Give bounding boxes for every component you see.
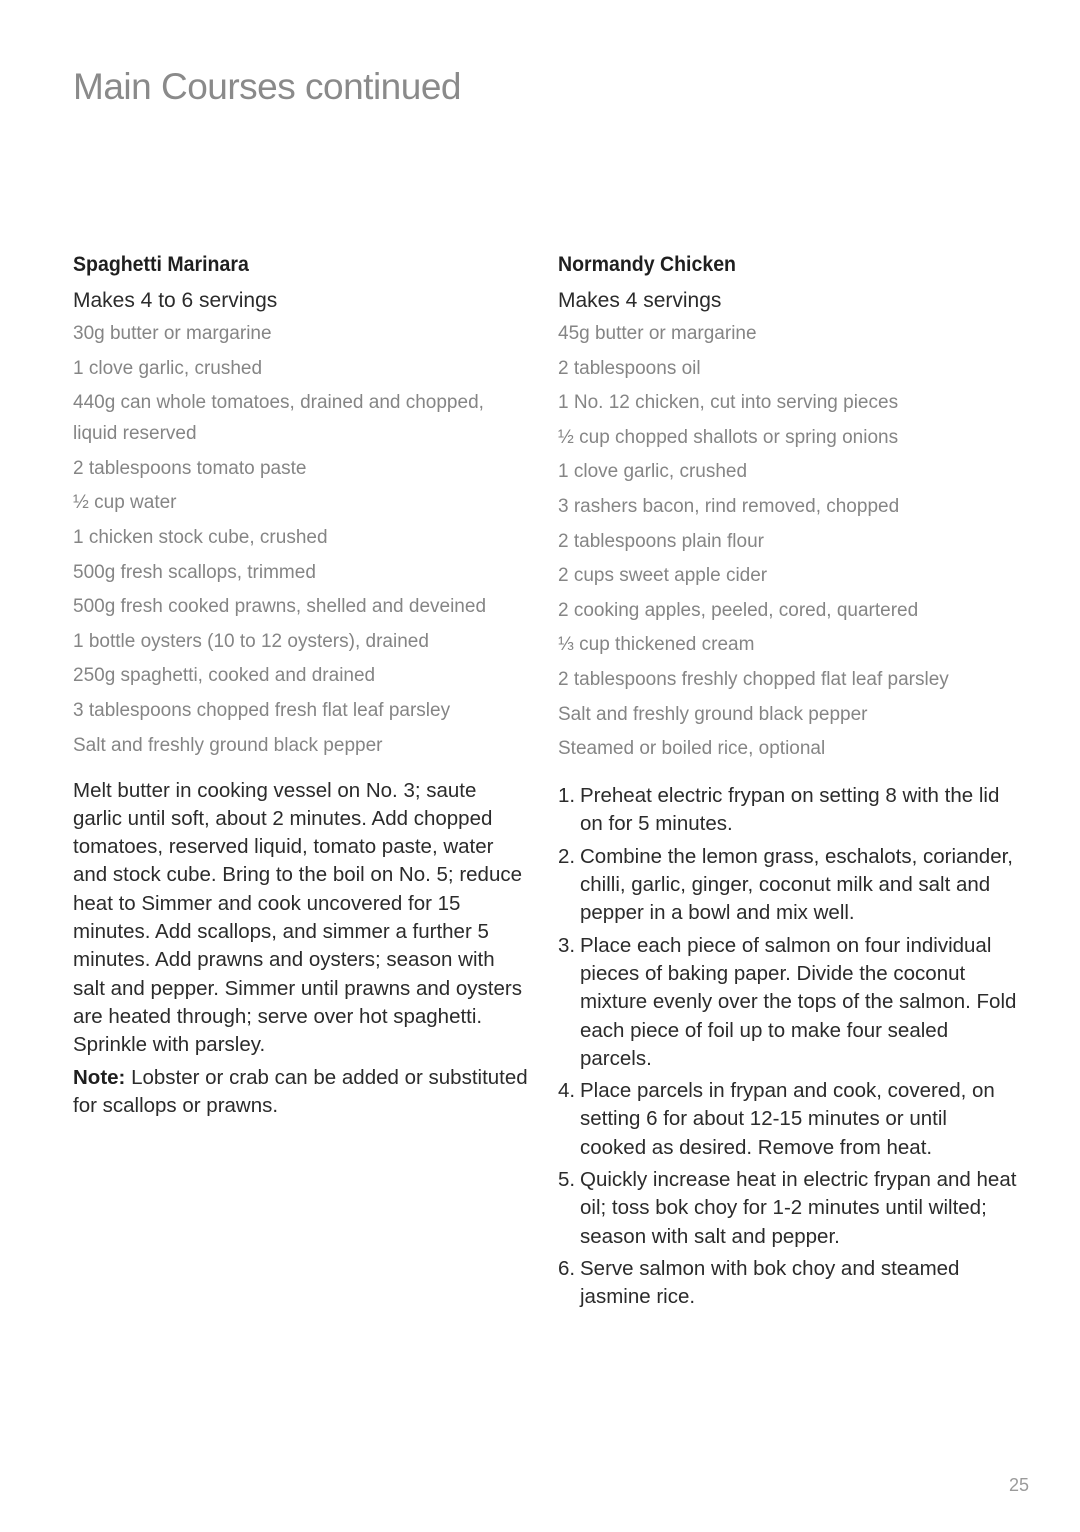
method-text: Melt butter in cooking vessel on No. 3; saute garlic until soft, about 2 minutes. Add chopped tomatoes, reserved liquid, tomato paste, water and stock cube. Bring to the boil on No. 5; reduce heat to Simmer and cook uncovered for 15 minutes. Add scallops, and simmer a further 5 minutes. Add prawns and oysters; season with salt and pepper. Simmer until prawns and oysters are heated through; serve over hot spaghetti. Sprinkle with parsley.: [73, 778, 522, 1057]
step-number: 2.: [558, 844, 576, 868]
ingredient-item: 2 cups sweet apple cider: [558, 565, 768, 587]
method-steps: [558, 782, 1018, 1311]
ingredient-list: [73, 318, 528, 761]
ingredient-item: ½ cup water: [73, 492, 177, 514]
ingredient-item: 1 clove garlic, crushed: [73, 357, 263, 379]
recipe-title: Normandy Chicken: [558, 253, 736, 276]
ingredient-item: Salt and freshly ground black pepper: [558, 703, 868, 725]
ingredient-item: 1 No. 12 chicken, cut into serving pieces: [558, 392, 899, 414]
ingredient-item: 1 bottle oysters (10 to 12 oysters), drained: [73, 630, 429, 652]
note: [73, 1064, 528, 1121]
servings: Makes 4 to 6 servings: [73, 289, 278, 312]
ingredient-item: ⅓ cup thickened cream: [558, 634, 755, 656]
step-number: 5.: [558, 1167, 576, 1191]
ingredient-item: 500g fresh cooked prawns, shelled and deveined: [73, 596, 487, 618]
step-text: Serve salmon with bok choy and steamed jasmine rice.: [580, 1256, 960, 1309]
ingredient-item: 2 tablespoons tomato paste: [73, 457, 307, 479]
step-number: 6.: [558, 1256, 576, 1280]
recipe-spaghetti-marinara: [73, 250, 528, 1120]
ingredient-item: 1 chicken stock cube, crushed: [73, 526, 328, 548]
step-number: 3.: [558, 933, 576, 957]
page-number: 25: [1008, 1475, 1029, 1495]
method-step: [558, 1166, 1018, 1251]
page-title: Main Courses continued: [73, 66, 461, 107]
step-text: Place parcels in frypan and cook, covered, on setting 6 for about 12-15 minutes or until cooked as desired. Remove from heat.: [580, 1079, 995, 1159]
method-step: [558, 782, 1018, 839]
method-step: [558, 1255, 1018, 1312]
ingredient-item: 30g butter or margarine: [73, 323, 272, 344]
ingredient-item: 1 clove garlic, crushed: [558, 461, 748, 483]
ingredient-item: 500g fresh scallops, trimmed: [73, 561, 316, 583]
step-number: 4.: [558, 1079, 576, 1103]
method-step: [558, 1077, 1018, 1162]
step-text: Combine the lemon grass, eschalots, coriander, chilli, garlic, ginger, coconut milk and salt and pepper in a bowl and mix well.: [580, 844, 1014, 925]
step-text: Place each piece of salmon on four individual pieces of baking paper. Divide the coconut mixture evenly over the tops of the salmon. Fold each piece of foil up to make four sealed parcels.: [580, 933, 1017, 1070]
recipe-normandy-chicken: [558, 250, 1018, 1315]
recipe-title: Spaghetti Marinara: [73, 253, 249, 276]
step-text: Quickly increase heat in electric frypan and heat oil; toss bok choy for 1-2 minutes until wilted; season with salt and pepper.: [580, 1167, 1017, 1248]
ingredient-item: 2 tablespoons freshly chopped flat leaf parsley: [558, 668, 949, 690]
ingredient-item: 3 tablespoons chopped fresh flat leaf parsley: [73, 699, 451, 721]
ingredient-item: Salt and freshly ground black pepper: [73, 734, 383, 756]
ingredient-item: 2 cooking apples, peeled, cored, quartered: [558, 599, 919, 621]
ingredient-list: [558, 318, 1018, 764]
method-step: [558, 932, 1018, 1073]
ingredient-item: 2 tablespoons oil: [558, 357, 701, 379]
ingredient-item: 3 rashers bacon, rind removed, chopped: [558, 495, 900, 517]
ingredient-item: Steamed or boiled rice, optional: [558, 738, 826, 760]
method-step: [558, 843, 1018, 928]
ingredient-item: 250g spaghetti, cooked and drained: [73, 665, 376, 687]
step-text: Preheat electric frypan on setting 8 with the lid on for 5 minutes.: [580, 784, 1000, 836]
note-text: Lobster or crab can be added or substituted for scallops or prawns.: [73, 1065, 528, 1117]
ingredient-item: 2 tablespoons plain flour: [558, 530, 764, 552]
note-label: Note:: [73, 1065, 126, 1089]
ingredient-item: 440g can whole tomatoes, drained and chopped, liquid reserved: [73, 392, 484, 445]
ingredient-item: 45g butter or margarine: [558, 323, 757, 344]
step-number: 1.: [558, 784, 576, 808]
servings: Makes 4 servings: [558, 289, 722, 312]
ingredient-item: ½ cup chopped shallots or spring onions: [558, 426, 899, 448]
